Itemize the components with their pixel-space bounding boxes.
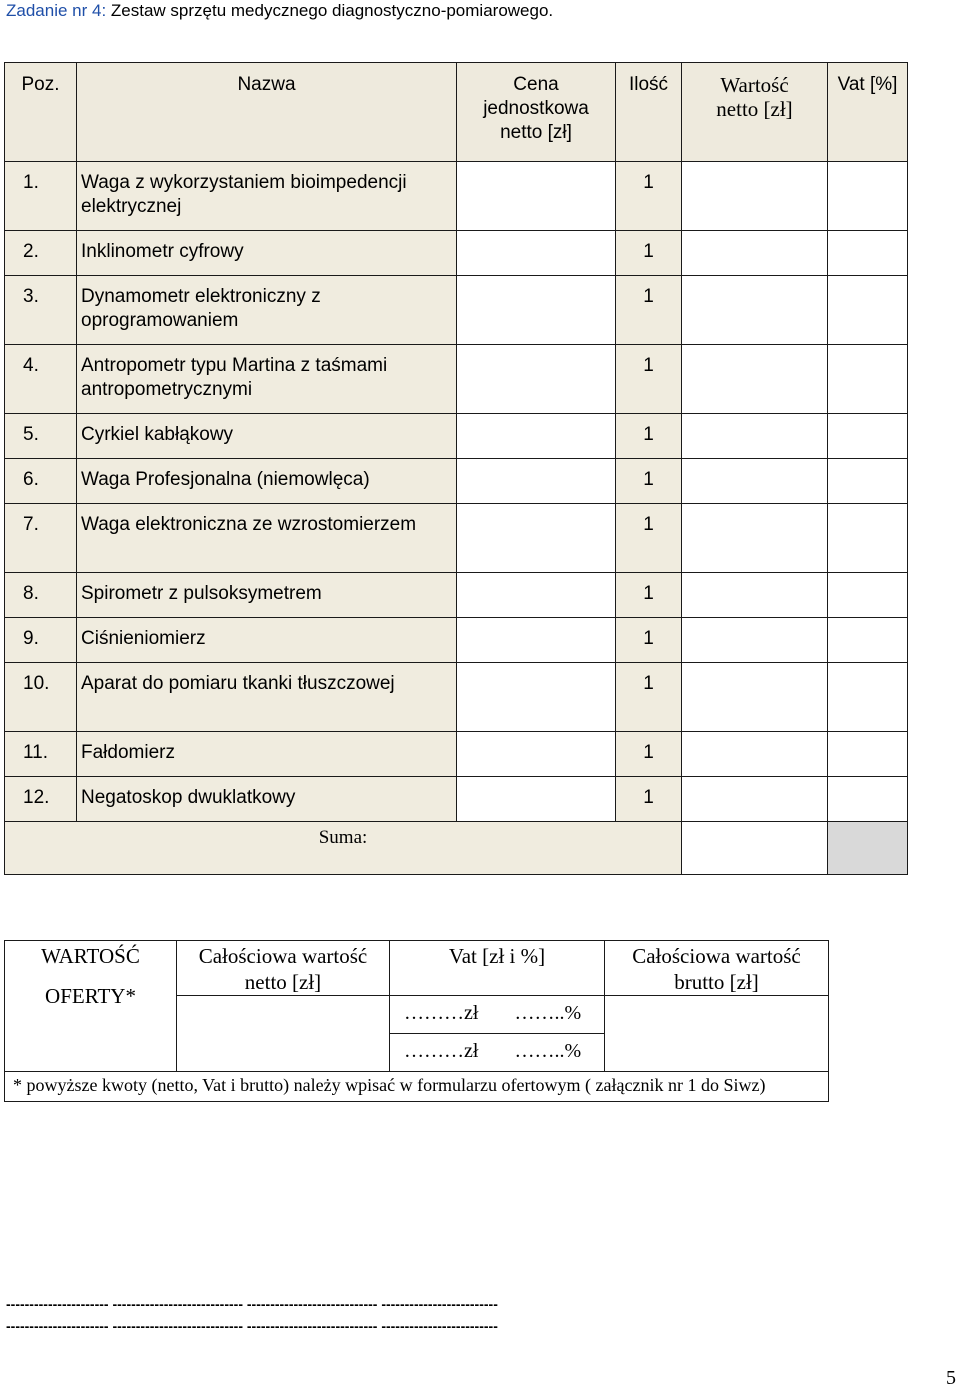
vat-header: Vat [zł i %] [390,941,605,996]
row-ilosc: 1 [616,663,682,732]
row-vat-cell[interactable] [828,777,908,822]
table-row [5,345,908,414]
row-nazwa: Aparat do pomiaru tkanki tłuszczowej [77,663,457,732]
row-poz: 2. [5,231,77,276]
row-cena-cell[interactable] [457,276,616,345]
netto-header: Całościowa wartość netto [zł] [177,941,390,996]
row-cena-cell[interactable] [457,504,616,573]
table-row [5,276,908,345]
page-number: 5 [946,1367,956,1389]
row-wartosc-cell[interactable] [682,459,828,504]
row-nazwa: Negatoskop dwuklatkowy [77,777,457,822]
row-nazwa: Waga elektroniczna ze wzrostomierzem [77,504,457,573]
row-nazwa: Waga Profesjonalna (niemowlęca) [77,459,457,504]
row-poz: 4. [5,345,77,414]
offer-value-label [5,941,177,1072]
brutto-header: Całościowa wartość brutto [zł] [605,941,829,996]
row-vat-cell[interactable] [828,276,908,345]
row-nazwa: Spirometr z pulsoksymetrem [77,573,457,618]
header-wartosc: Wartość netto [zł] [682,63,828,162]
offer-value-line1: WARTOŚĆ [41,944,140,968]
row-nazwa: Antropometr typu Martina z taśmami antropometrycznymi [77,345,457,414]
row-cena-cell[interactable] [457,732,616,777]
row-wartosc-cell[interactable] [682,618,828,663]
table-row [5,162,908,231]
row-wartosc-cell[interactable] [682,777,828,822]
row-nazwa: Waga z wykorzystaniem bioimpedencji elektrycznej [77,162,457,231]
row-poz: 7. [5,504,77,573]
row-cena-cell[interactable] [457,231,616,276]
task-title-text: Zestaw sprzętu medycznego diagnostyczno-pomiarowego. [106,1,554,20]
brutto-value-cell[interactable] [605,996,829,1072]
table-row [5,618,908,663]
row-wartosc-cell[interactable] [682,732,828,777]
row-cena-cell[interactable] [457,345,616,414]
signature-line-1: ---------------------- ---------------------------- ---------------------------- ------------------------- [6,1296,498,1312]
row-ilosc: 1 [616,459,682,504]
table-header-row [5,63,908,162]
row-poz: 9. [5,618,77,663]
row-ilosc: 1 [616,573,682,618]
header-ilosc: Ilość [616,63,682,162]
offer-value-line2: OFERTY* [45,984,136,1008]
table-row [5,573,908,618]
vat-row2-zl[interactable]: ………zł [390,1034,497,1072]
row-poz: 11. [5,732,77,777]
row-poz: 6. [5,459,77,504]
row-vat-cell[interactable] [828,573,908,618]
row-vat-cell[interactable] [828,504,908,573]
row-poz: 8. [5,573,77,618]
suma-wartosc-cell[interactable] [682,822,828,875]
row-nazwa: Dynamometr elektroniczny z oprogramowaniem [77,276,457,345]
row-wartosc-cell[interactable] [682,504,828,573]
equipment-table [4,62,908,875]
row-ilosc: 1 [616,414,682,459]
offer-summary-table [4,940,829,1102]
row-cena-cell[interactable] [457,414,616,459]
suma-row [5,822,908,875]
task-title [6,0,553,22]
table-row [5,663,908,732]
row-cena-cell[interactable] [457,618,616,663]
row-poz: 5. [5,414,77,459]
row-poz: 10. [5,663,77,732]
row-poz: 1. [5,162,77,231]
table-row [5,231,908,276]
row-wartosc-cell[interactable] [682,276,828,345]
row-ilosc: 1 [616,504,682,573]
row-nazwa: Inklinometr cyfrowy [77,231,457,276]
table-row [5,414,908,459]
row-cena-cell[interactable] [457,162,616,231]
vat-row1-zl[interactable]: ………zł [390,996,497,1034]
header-poz: Poz. [5,63,77,162]
row-cena-cell[interactable] [457,663,616,732]
row-vat-cell[interactable] [828,162,908,231]
row-cena-cell[interactable] [457,573,616,618]
row-ilosc: 1 [616,777,682,822]
row-nazwa: Cyrkiel kabłąkowy [77,414,457,459]
signature-line-2: ---------------------- ---------------------------- ---------------------------- ------------------------- [6,1318,498,1334]
row-wartosc-cell[interactable] [682,414,828,459]
suma-label: Suma: [5,822,682,875]
row-nazwa: Fałdomierz [77,732,457,777]
header-nazwa: Nazwa [77,63,457,162]
row-wartosc-cell[interactable] [682,162,828,231]
row-wartosc-cell[interactable] [682,573,828,618]
table-row [5,777,908,822]
row-ilosc: 1 [616,732,682,777]
table-row [5,459,908,504]
row-ilosc: 1 [616,618,682,663]
row-vat-cell[interactable] [828,459,908,504]
row-poz: 12. [5,777,77,822]
table-row [5,732,908,777]
summary-note: * powyższe kwoty (netto, Vat i brutto) należy wpisać w formularzu ofertowym ( załącznik nr 1 do Siwz) [5,1072,829,1102]
row-wartosc-cell[interactable] [682,663,828,732]
netto-value-cell[interactable] [177,996,390,1072]
row-ilosc: 1 [616,276,682,345]
row-vat-cell[interactable] [828,663,908,732]
row-vat-cell[interactable] [828,618,908,663]
vat-row1-pct[interactable]: ……..% [497,996,605,1034]
row-wartosc-cell[interactable] [682,231,828,276]
table-row [5,504,908,573]
suma-vat-cell [828,822,908,875]
row-cena-cell[interactable] [457,459,616,504]
row-wartosc-cell[interactable] [682,345,828,414]
row-vat-cell[interactable] [828,414,908,459]
header-cena: Cena jednostkowa netto [zł] [457,63,616,162]
row-ilosc: 1 [616,345,682,414]
row-nazwa: Ciśnieniomierz [77,618,457,663]
row-ilosc: 1 [616,231,682,276]
row-cena-cell[interactable] [457,777,616,822]
header-vat: Vat [%] [828,63,908,162]
row-poz: 3. [5,276,77,345]
row-vat-cell[interactable] [828,345,908,414]
vat-row2-pct[interactable]: ……..% [497,1034,605,1072]
task-number-label: Zadanie nr 4: [6,1,107,20]
row-ilosc: 1 [616,162,682,231]
row-vat-cell[interactable] [828,231,908,276]
row-vat-cell[interactable] [828,732,908,777]
